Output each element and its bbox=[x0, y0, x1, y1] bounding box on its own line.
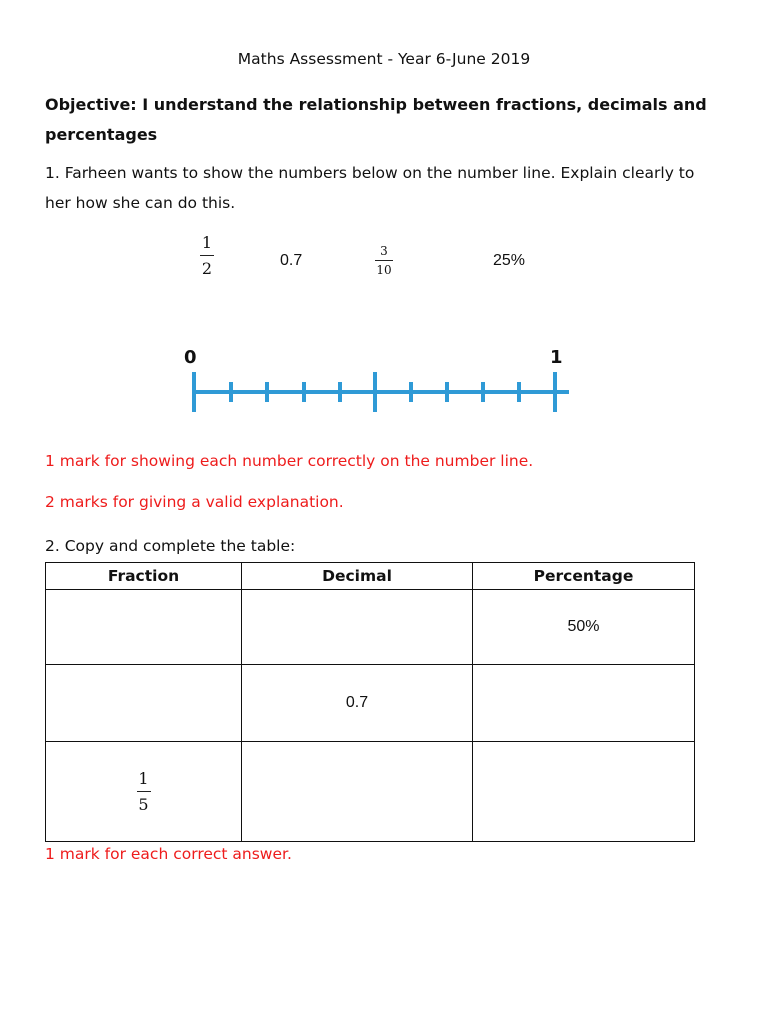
fraction-numerator: 1 bbox=[201, 233, 213, 252]
cell-percentage: 50% bbox=[473, 590, 695, 665]
table-row bbox=[46, 590, 695, 665]
question-2-prompt: 2. Copy and complete the table: bbox=[45, 537, 296, 555]
conversion-table bbox=[45, 562, 695, 842]
fraction-bar bbox=[137, 791, 151, 792]
fraction-numerator: 1 bbox=[138, 769, 149, 788]
decimal-value: 0.7 bbox=[280, 252, 303, 269]
fraction-numerator: 3 bbox=[380, 244, 388, 258]
objective-line-1: Objective: I understand the relationship between fractions, decimals and bbox=[45, 95, 707, 114]
number-line bbox=[185, 368, 575, 416]
fraction-bar bbox=[375, 260, 393, 261]
cell-decimal bbox=[242, 590, 473, 665]
table-header-row bbox=[46, 563, 695, 590]
cell-fraction bbox=[46, 742, 242, 842]
cell-percentage bbox=[473, 742, 695, 842]
fraction-three-tenths bbox=[375, 244, 393, 277]
cell-decimal bbox=[242, 742, 473, 842]
question-1 bbox=[45, 158, 735, 218]
question-1-line-1: 1. Farheen wants to show the numbers below on the number line. Explain clearly to bbox=[45, 164, 695, 182]
fraction-one-half bbox=[200, 233, 214, 278]
header-percentage: Percentage bbox=[473, 563, 695, 590]
fraction-denominator: 2 bbox=[201, 259, 213, 278]
header-decimal: Decimal bbox=[242, 563, 473, 590]
cell-decimal: 0.7 bbox=[242, 665, 473, 742]
cell-percentage bbox=[473, 665, 695, 742]
page-title: Maths Assessment - Year 6-June 2019 bbox=[237, 50, 531, 68]
fraction-denominator: 10 bbox=[376, 263, 392, 277]
cell-fraction bbox=[46, 590, 242, 665]
fraction-one-fifth bbox=[137, 769, 151, 814]
objective bbox=[45, 90, 725, 150]
question-1-line-2: her how she can do this. bbox=[45, 194, 236, 212]
numberline-start-label: 0 bbox=[184, 347, 197, 368]
mark-scheme-numberline: 1 mark for showing each number correctly on the number line. bbox=[45, 452, 534, 470]
table-row bbox=[46, 665, 695, 742]
objective-line-2: percentages bbox=[45, 125, 158, 144]
header-fraction: Fraction bbox=[46, 563, 242, 590]
fraction-bar bbox=[200, 255, 214, 256]
percent-value: 25% bbox=[493, 252, 526, 269]
cell-fraction bbox=[46, 665, 242, 742]
numberline-end-label: 1 bbox=[550, 347, 563, 368]
mark-scheme-explanation: 2 marks for giving a valid explanation. bbox=[45, 493, 344, 511]
table-row bbox=[46, 742, 695, 842]
fraction-denominator: 5 bbox=[138, 795, 149, 814]
mark-scheme-table: 1 mark for each correct answer. bbox=[45, 845, 292, 863]
